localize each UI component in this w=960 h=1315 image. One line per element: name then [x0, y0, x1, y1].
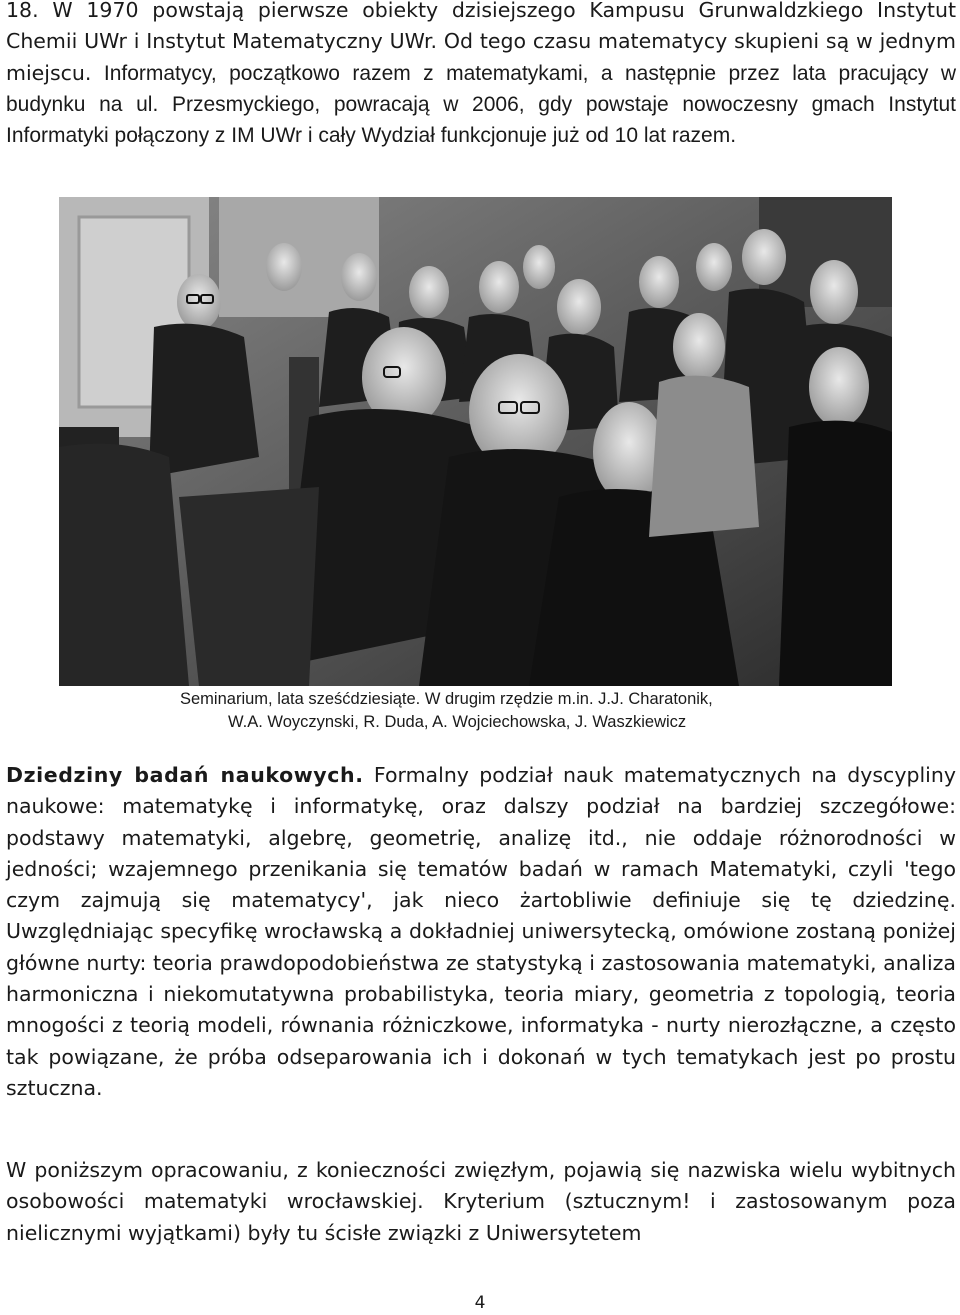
closing-text: W poniższym opracowaniu, z konieczności zwięzłym, pojawią się nazwiska wielu wybitnych osobowości matematyki wrocławskiej. Kryterium (sztucznym! i zastosowanym poza nielicznymi wyjątkami) były tu ścisłe związki z Uniwersytetem — [6, 1158, 956, 1245]
page-number: 4 — [474, 1293, 486, 1313]
fields-body: Formalny podział nauk matematycznych na dyscypliny naukowe: matematykę i informatykę, oraz dalszy podział na bardziej szczegółowe: podstawy matematyki, algebrę, geometrię, analizę itd., nie oddaje różnorodności w jedności; wzajemnego przenikania się tematów badań w ramach Matematyki, czyli 'tego czym zajmują się matematycy', jak nieco żartobliwie definiuje się tę dziedzinę. Uwzględniając specyfikę wrocławską a dokładniej uniwersytecką, omówione zostaną poniżej główne nurty: teoria prawdopodobieństwa ze statystyką i zastosowania matematyki, analiza harmoniczna i niekomutatywna probabilistyka, teoria miary, geometria z topologią, teoria mnogości z teorią modeli, równania różniczkowe, informatyka - nurty nierozłączne, a często tak powiązane, że próba odseparowania ich i dokonań w tych tematykach jest po prostu sztuczna. — [6, 763, 956, 1100]
intro-text-part2: Informatycy, początkowo razem z matematykami, a następnie przez lata pracujący w budynku na ul. — [6, 61, 956, 116]
caption-line-1: Seminarium, lata sześćdziesiąte. W drugim rzędzie m.in. J.J. Charatonik, — [180, 690, 713, 708]
closing-paragraph — [6, 1155, 956, 1249]
intro-text-part3: Przesmyckiego, powracają w 2006, gdy powstaje nowoczesny gmach Instytut Informatyki połączony z IM UWr i cały Wydział funkcjonuje już od 10 lat razem. — [6, 92, 956, 148]
fields-paragraph — [6, 760, 956, 1104]
seminar-photo-image — [59, 197, 892, 686]
caption-line-2: W.A. Woyczynski, R. Duda, A. Wojciechowska, J. Waszkiewicz — [228, 713, 687, 731]
photo-caption — [180, 688, 820, 734]
intro-text-part1: 18. W 1970 powstają pierwsze obiekty dzisiejszego Kampusu Grunwaldzkiego Instytut Chemii UWr i Instytut Matematyczny UWr. Od tego czasu matematycy skupieni są w jednym miejscu. — [6, 0, 956, 85]
section-heading: Dziedziny badań naukowych. — [6, 763, 364, 787]
intro-paragraph — [6, 0, 956, 151]
seminar-photo — [59, 197, 892, 686]
